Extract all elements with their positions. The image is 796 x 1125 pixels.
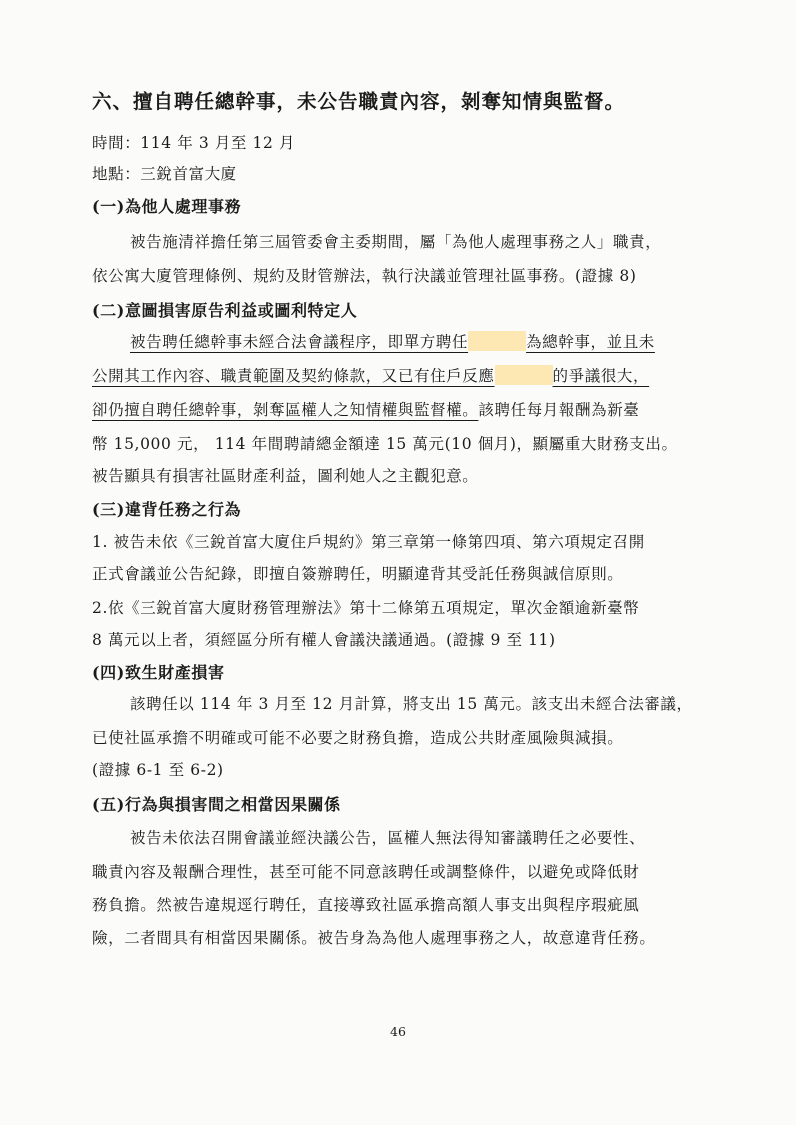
redaction-box [468,331,526,351]
paragraph-line: 該聘任以 114 年 3 月至 12 月計算，將支出 15 萬元。該支出未經合法審議， [130,695,693,713]
paragraph-line: 職責內容及報酬合理性，甚至可能不同意該聘任或調整條件，以避免或降低財 [92,863,640,881]
paragraph-line: 被告施清祥擔任第三屆管委會主委期間，屬「為他人處理事務之人」職責， [130,233,662,251]
paragraph-line [130,330,655,352]
paragraph-line [92,398,639,420]
time-line: 時間：114 年 3 月至 12 月 [92,134,296,152]
paragraph-line: 被告顯具有損害社區財產利益，圖利她人之主觀犯意。 [92,467,479,485]
subsection-3-title: (三)違背任務之行為 [92,500,242,519]
paragraph-line: 8 萬元以上者，須經區分所有權人會議決議通過。(證據 9 至 11) [92,631,556,649]
page-number: 46 [390,1024,406,1039]
redaction-box [495,365,553,385]
paragraph-line: 1. 被告未依《三銳首富大廈住戶規約》第三章第一條第四項、第六項規定召開 [92,533,645,551]
paragraph-line: (證據 6-1 至 6-2) [92,761,224,779]
paragraph-line: 2.依《三銳首富大廈財務管理辦法》第十二條第五項規定，單次金額逾新臺幣 [92,599,640,617]
subsection-5-title: (五)行為與損害間之相當因果關係 [92,795,341,814]
underlined-text: 卻仍擅自聘任總幹事，剝奪區權人之知情權與監督權。 [92,401,479,419]
underlined-text: 公開其工作內容、職責範圍及契約條款，又已有住戶反應 [92,367,495,385]
paragraph-line: 險，二者間具有相當因果關係。被告身為為他人處理事務之人，故意違背任務。 [92,929,656,947]
paragraph-line: 務負擔。然被告違規逕行聘任，直接導致社區承擔高額人事支出與程序瑕疵風 [92,896,640,914]
paragraph-line: 依公寓大廈管理條例、規約及財管辦法，執行決議並管理社區事務。(證據 8) [92,267,637,285]
paragraph-line: 正式會議並公告紀錄，即擅自簽辦聘任，明顯違背其受託任務與誠信原則。 [92,565,624,583]
underlined-text: 的爭議很大， [552,367,650,385]
paragraph-line: 被告未依法召開會議並經決議公告，區權人無法得知審議聘任之必要性、 [130,829,646,847]
subsection-1-title: (一)為他人處理事務 [92,197,242,216]
underlined-text: 為總幹事，並且未 [526,333,655,351]
underlined-text: 被告聘任總幹事未經合法會議程序，即單方聘任 [130,333,469,351]
paragraph-line [92,364,649,386]
paragraph-line: 已使社區承擔不明確或可能不必要之財務負擔，造成公共財產風險與減損。 [92,729,624,747]
paragraph-line: 幣 15,000 元， 114 年間聘請總金額達 15 萬元(10 個月)，顯屬重大財務支出。 [92,435,678,453]
subsection-2-title: (二)意圖損害原告利益或圖利特定人 [92,301,358,320]
subsection-4-title: (四)致生財產損害 [92,663,225,682]
place-line: 地點：三銳首富大廈 [92,165,237,183]
paragraph-text: 該聘任每月報酬為新臺 [478,401,640,419]
section-heading: 六、擅自聘任總幹事，未公告職責內容，剝奪知情與監督。 [92,90,626,113]
